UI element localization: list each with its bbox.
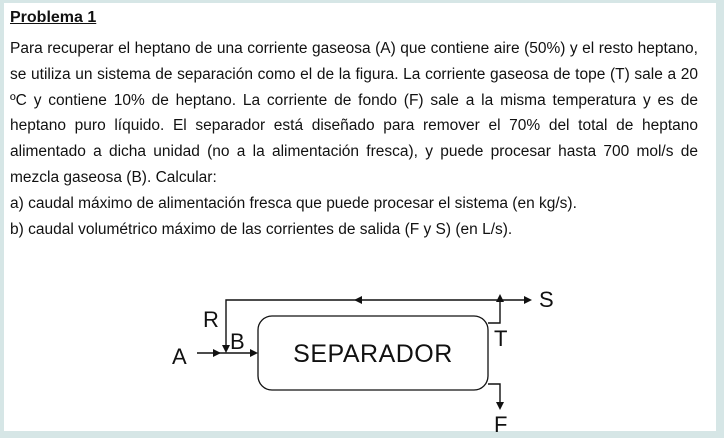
mix-arrowhead — [213, 349, 221, 357]
recycle-arrowhead — [222, 345, 230, 353]
label-f: F — [494, 412, 508, 437]
top-stream-arrowhead — [496, 294, 504, 302]
label-s: S — [539, 287, 554, 312]
question-a: a) caudal máximo de alimentación fresca que puede procesar el sistema (en kg/s). — [10, 194, 577, 212]
bottom-stream-arrowhead — [496, 402, 504, 410]
separator-label: SEPARADOR — [293, 340, 453, 368]
recycle-direction-arrow — [354, 296, 362, 304]
label-a: A — [172, 344, 187, 369]
feed-arrowhead — [250, 349, 258, 357]
problem-title: Problema 1 — [10, 9, 97, 26]
label-b: B — [230, 329, 245, 354]
bottom-stream-line — [488, 384, 500, 403]
label-t: T — [494, 326, 508, 351]
purge-arrowhead — [524, 296, 532, 304]
label-r: R — [203, 307, 219, 332]
question-b: b) caudal volumétrico máximo de las corrientes de salida (F y S) (en L/s). — [10, 220, 513, 238]
top-stream-line — [488, 300, 524, 323]
problem-statement: Para recuperar el heptano de una corriente gaseosa (A) que contiene aire (50%) y el resto heptano, se utiliza un sistema de separación como el de la figura. La corriente gaseosa de tope (T) sale a 20 ºC y contiene 10% de heptano. La corriente de fondo (F) sale a la misma temperatura y es de heptano puro líquido. El separador está diseñado para remover el 70% del total de heptano alimentado a dicha unidad (no a la alimentación fresca), y puede procesar hasta 700 mol/s de mezcla gaseosa (B). Calcular: — [10, 40, 698, 186]
